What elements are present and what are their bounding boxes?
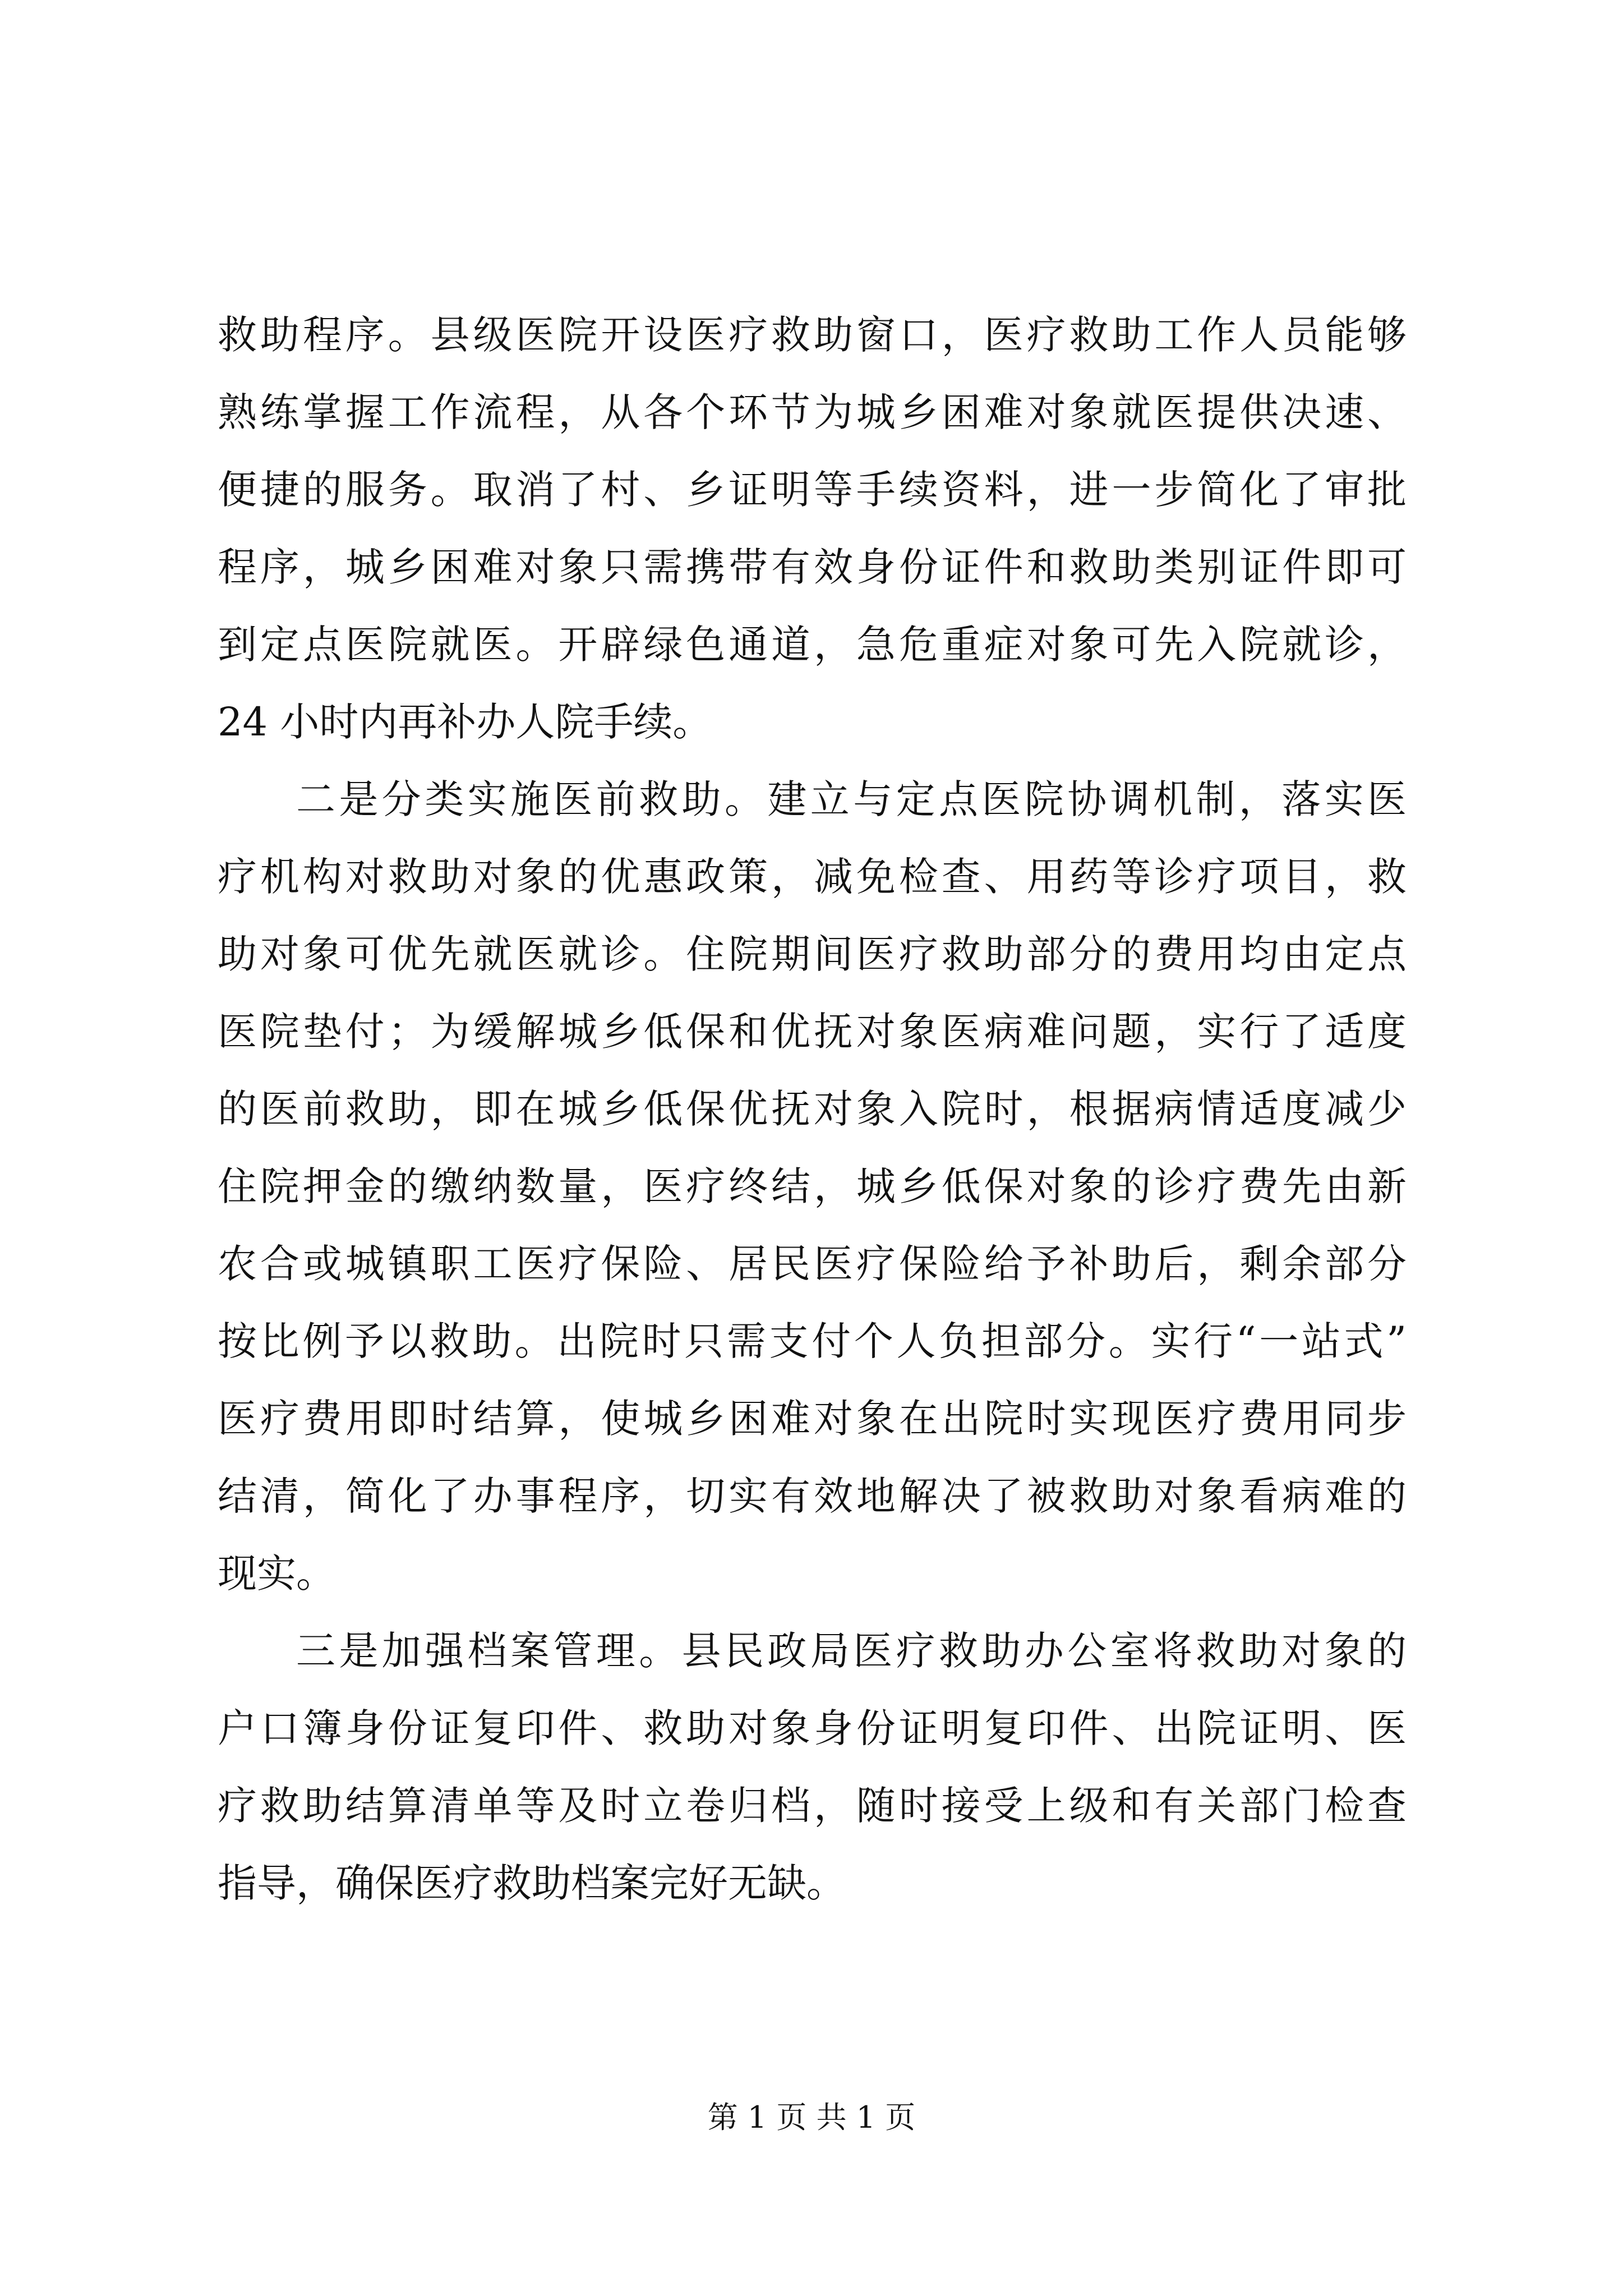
- text-line: 结清，简化了办事程序，切实有效地解决了被救助对象看病难的: [218, 1473, 1407, 1519]
- paragraph-2: [218, 761, 1407, 1612]
- text-line: 按比例予以救助。出院时只需支付个人负担部分。实行“一站式”: [218, 1318, 1407, 1364]
- text-line: 救助程序。县级医院开设医疗救助窗口，医疗救助工作人员能够: [218, 312, 1407, 358]
- page-footer: [0, 2098, 1623, 2137]
- text-line: 医疗费用即时结算，使城乡困难对象在出院时实现医疗费用同步: [218, 1396, 1407, 1442]
- document-body: [218, 296, 1407, 1922]
- text-line: 指导，确保医疗救助档案完好无缺。: [218, 1860, 846, 1906]
- text-line: 便捷的服务。取消了村、乡证明等手续资料，进一步简化了审批: [218, 467, 1407, 513]
- text-line: 二是分类实施医前救助。建立与定点医院协调机制，落实医: [296, 776, 1407, 822]
- text-line: 农合或城镇职工医疗保险、居民医疗保险给予补助后，剩余部分: [218, 1241, 1407, 1287]
- text-line: 到定点医院就医。开辟绿色通道，急危重症对象可先入院就诊，: [218, 622, 1407, 668]
- text-line: 疗救助结算清单等及时立卷归档，随时接受上级和有关部门检查: [218, 1783, 1407, 1829]
- text-line: 的医前救助，即在城乡低保优抚对象入院时，根据病情适度减少: [218, 1086, 1407, 1132]
- text-line: 助对象可优先就医就诊。住院期间医疗救助部分的费用均由定点: [218, 931, 1407, 977]
- text-line: 三是加强档案管理。县民政局医疗救助办公室将救助对象的: [296, 1628, 1407, 1674]
- text-line: 医院垫付；为缓解城乡低保和优抚对象医病难问题，实行了适度: [218, 1009, 1407, 1055]
- text-line: 程序，城乡困难对象只需携带有效身份证件和救助类别证件即可: [218, 544, 1407, 590]
- text-line: 住院押金的缴纳数量，医疗终结，城乡低保对象的诊疗费先由新: [218, 1163, 1407, 1209]
- text-line: 疗机构对救助对象的优惠政策，减免检查、用药等诊疗项目，救: [218, 854, 1407, 900]
- text-line: 现实。: [218, 1550, 335, 1596]
- paragraph-1: [218, 296, 1407, 761]
- text-line: 熟练掌握工作流程，从各个环节为城乡困难对象就医提供决速、: [218, 389, 1407, 435]
- page-number-label: 第 1 页 共 1 页: [707, 2100, 916, 2135]
- text-line: 24 小时内再补办人院手续。: [218, 699, 712, 745]
- paragraph-3: [218, 1612, 1407, 1922]
- text-line: 户口簿身份证复印件、救助对象身份证明复印件、出院证明、医: [218, 1705, 1407, 1751]
